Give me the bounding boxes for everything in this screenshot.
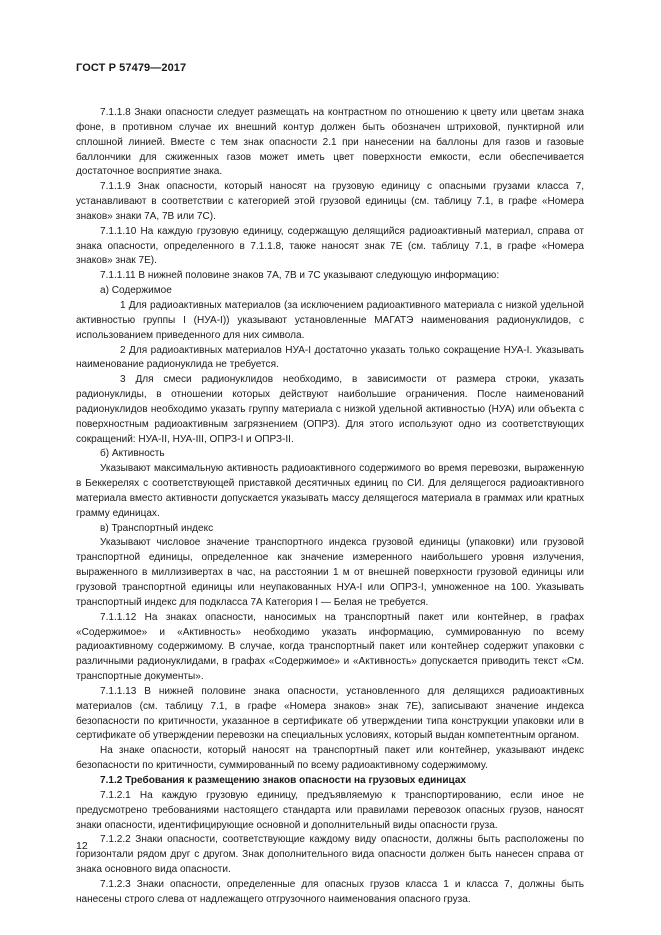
paragraph-criticality-note: На знаке опасности, который наносят на транспортный пакет или контейнер, указывают индекс безопасности по критичности, суммированный по всему радиоактивному содержимому. bbox=[76, 745, 584, 772]
paragraph-7-1-1-11: 7.1.1.11 В нижней половине знаков 7А, 7В и 7С указывают следующую информацию: bbox=[100, 270, 500, 282]
list-item-transport-index: в) Транспортный индекс bbox=[100, 522, 214, 534]
document-header: ГОСТ Р 57479—2017 bbox=[76, 62, 187, 74]
paragraph-7-1-1-12: 7.1.1.12 На знаках опасности, наносимых на транспортный пакет или контейнер, в графах «Содержимое» и «Активность» необходимо указать информацию, суммированную по всему радиоактивному содержимому. В случае, когда транспортный пакет или контейнер содержит упаковки с различными радионуклидами, в графах «Содержимое» и «Активность» допускается приводить текст «См. транспортные документы». bbox=[76, 611, 584, 683]
contents-item-1: 1 Для радиоактивных материалов (за исключением радиоактивного материала с низкой удельной активностью группы I (НУА-I)) указывают установленные МАГАТЭ наименования радионуклидов, с использованием приведенного для них символа. bbox=[76, 299, 584, 341]
list-item-activity: б) Активность bbox=[100, 448, 165, 460]
paragraph-7-1-1-8: 7.1.1.8 Знаки опасности следует размещать на контрастном по отношению к цвету или цветам знака фоне, в противном случае их внешний контур должен быть обозначен штриховой, пунктирной или сплошной линией. Вместе с тем знак опасности 2.1 при нанесении на баллоны для газов и газовые баллончики для сжиженных газов может иметь цвет поверхности емкости, если обеспечивается достаточное восприятие знака. bbox=[76, 107, 584, 178]
paragraph-7-1-1-13: 7.1.1.13 В нижней половине знака опасности, установленного для делящихся радиоактивных материалов (см. таблицу 7.1, в графе «Номера знаков» знак 7Е), записывают значение индекса безопасности по критичности, указанное в сертификате об утверждении типа конструкции упаковки или в сертификате об утверждении перевозки на специальных условиях, который выдан компетентным органом. bbox=[76, 685, 584, 742]
activity-text: Указывают максимальную активность радиоактивного содержимого во время перевозки, выраженную в Беккерелях с соответствующей приставкой десятичных единиц по СИ. Для делящегося радиоактивного материала вместо активности допускается указывать массу делящегося материала в граммах или кратных грамму единицах. bbox=[76, 463, 584, 519]
paragraph-7-1-2-3: 7.1.2.3 Знаки опасности, определенные для опасных грузов класса 1 и класса 7, должны быть нанесены строго слева от надлежащего отгрузочного наименования опасного груза. bbox=[76, 878, 584, 905]
paragraph-7-1-1-10: 7.1.1.10 На каждую грузовую единицу, содержащую делящийся радиоактивный материал, справа от знака опасности, определенного в 7.1.1.8, также наносят знак 7Е (см. таблицу 7.1, в графе «Номера знаков» знак 7Е). bbox=[76, 225, 584, 267]
contents-item-2: 2 Для радиоактивных материалов НУА-I достаточно указать только сокращение НУА-I. Указывать наименование радионуклида не требуется. bbox=[76, 344, 584, 371]
paragraph-7-1-1-9: 7.1.1.9 Знак опасности, который наносят на грузовую единицу с опасными грузами класса 7, устанавливают в соответствии с категорией этой грузовой единицы (см. таблицу 7.1, в графе «Номера знаков» знаки 7А, 7В или 7С). bbox=[76, 181, 584, 222]
list-item-contents: а) Содержимое bbox=[100, 285, 172, 297]
document-body bbox=[76, 106, 584, 908]
contents-item-3: 3 Для смеси радионуклидов необходимо, в зависимости от размера строки, указать радионуклиды, в отношении которых действуют наибольшие ограничения. После наименований радионуклидов необходимо указать группу материала с низкой удельной активностью (НУА) или объекта с поверхностным радиоактивным загрязнением (ОПРЗ). Для этого используют одно из соответствующих сокращений: НУА-II, НУА-III, ОПРЗ-I и ОПРЗ-II. bbox=[76, 374, 584, 445]
paragraph-7-1-2-2: 7.1.2.2 Знаки опасности, соответствующие каждому виду опасности, должны быть расположены по горизонтали рядом друг с другом. Знак дополнительного вида опасности должен быть нанесен справа от знака основного вида опасности. bbox=[76, 834, 584, 876]
page-number: 12 bbox=[76, 840, 88, 852]
section-heading-7-1-2: 7.1.2 Требования к размещению знаков опасности на грузовых единицах bbox=[100, 774, 467, 786]
paragraph-7-1-2-1: 7.1.2.1 На каждую грузовую единицу, предъявляемую к транспортированию, если иное не предусмотрено требованиями настоящего стандарта или правилами перевозок опасных грузов, наносят знаки опасности, идентифицирующие основной и дополнительный виды опасности груза. bbox=[76, 789, 584, 831]
transport-index-text: Указывают числовое значение транспортного индекса грузовой единицы (упаковки) или грузовой транспортной единицы, определенное как значение измеренного наибольшего уровня излучения, выраженного в миллизивертах в час, на расстоянии 1 м от внешней поверхности грузовой единицы или грузовой транспортной единицы или неупакованных НУА-I или ОПРЗ-I, умноженное на 100. Указывать транспортный индекс для подкласса 7А Категория I — Белая не требуется. bbox=[76, 537, 584, 608]
